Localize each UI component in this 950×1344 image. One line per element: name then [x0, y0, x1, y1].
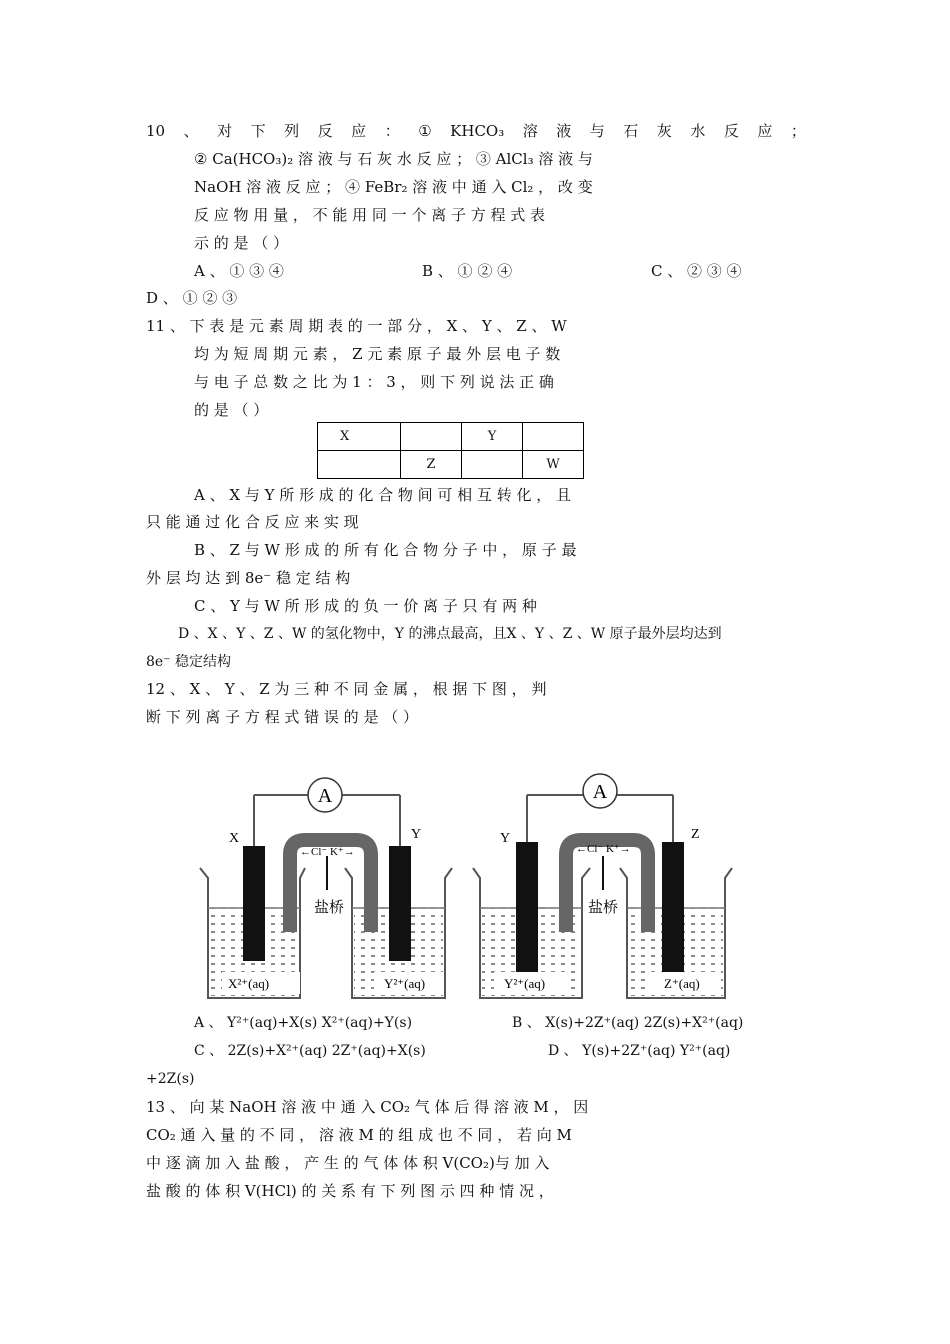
cell-1	[200, 778, 452, 998]
electrode-label-left: Y	[500, 831, 511, 846]
q11-line1: 11 、 下 表 是 元 素 周 期 表 的 一 部 分 ， X 、 Y 、 Z 、 W	[146, 317, 567, 335]
table-cell: Z	[401, 451, 462, 479]
q11-option-d-line1: D 、X 、Y 、Z 、W 的氢化物中，Y 的沸点最高，且X 、Y 、Z 、W 原子最外层均达到	[178, 626, 722, 642]
table-cell: X	[318, 423, 401, 451]
table-cell: W	[523, 451, 584, 479]
electrode-z	[662, 842, 684, 972]
q13-line2: CO₂ 通 入 量 的 不 同 ， 溶 液 M 的 组 成 也 不 同 ， 若 向 M	[146, 1126, 572, 1144]
ammeter-label: A	[592, 781, 608, 803]
q11-line4: 的 是 （ ）	[194, 401, 269, 419]
table-cell	[401, 423, 462, 451]
q11-option-b-line2: 外 层 均 达 到 8e⁻ 稳 定 结 构	[146, 569, 351, 587]
q12-option-a: A 、 Y²⁺(aq)+X(s) X²⁺(aq)+Y(s)	[194, 1015, 413, 1031]
table-cell: Y	[462, 423, 523, 451]
bridge-ions: ←Cl⁻ K⁺→	[300, 846, 355, 858]
q13-line1: 13 、 向 某 NaOH 溶 液 中 通 入 CO₂ 气 体 后 得 溶 液 M ， 因	[146, 1098, 589, 1116]
q13-line3: 中 逐 滴 加 入 盐 酸 ， 产 生 的 气 体 体 积 V(CO₂)与 加 入	[146, 1154, 550, 1172]
q10-line5: 示 的 是 （ ）	[194, 234, 289, 252]
q12-option-d-line2: +2Z(s)	[146, 1071, 195, 1087]
q12-line1: 12 、 X 、 Y 、 Z 为 三 种 不 同 金 属 ， 根 据 下 图 ， 判	[146, 680, 547, 698]
q12-option-c: C 、 2Z(s)+X²⁺(aq) 2Z⁺(aq)+X(s)	[194, 1043, 426, 1059]
q10-option-b: B 、 ① ② ④	[422, 262, 513, 280]
q11-option-a-line2: 只 能 通 过 化 合 反 应 来 实 现	[146, 513, 359, 531]
electrode-y	[516, 842, 538, 980]
q11-option-a-line1: A 、 X 与 Y 所 形 成 的 化 合 物 间 可 相 互 转 化 ， 且	[194, 486, 572, 504]
table-cell	[462, 451, 523, 479]
salt-bridge-label: 盐桥	[587, 900, 619, 916]
q11-line3: 与 电 子 总 数 之 比 为 1 ： 3 ， 则 下 列 说 法 正 确	[194, 373, 554, 391]
q10-line4: 反 应 物 用 量 ， 不 能 用 同 一 个 离 子 方 程 式 表	[194, 206, 546, 224]
q11-option-b-line1: B 、 Z 与 W 形 成 的 所 有 化 合 物 分 子 中 ， 原 子 最	[194, 541, 577, 559]
q10-line1: 10 、 对 下 列 反 应 ： ① KHCO₃ 溶 液 与 石 灰 水 反 应 ；	[146, 122, 806, 140]
q10-line3: NaOH 溶 液 反 应 ； ④ FeBr₂ 溶 液 中 通 入 Cl₂ ， 改 变	[194, 178, 593, 196]
q10-option-c: C 、 ② ③ ④	[651, 262, 742, 280]
left-solution-label: Y²⁺(aq)	[504, 976, 546, 991]
q10-line2: ② Ca(HCO₃)₂ 溶 液 与 石 灰 水 反 应 ； ③ AlCl₃ 溶 液 与	[194, 150, 593, 168]
galvanic-cells-diagram	[0, 760, 950, 1020]
q11-option-d-line2: 8e⁻ 稳定结构	[146, 654, 232, 670]
q10-option-a: A 、 ① ③ ④	[194, 262, 284, 280]
ammeter-label: A	[317, 785, 333, 807]
cell-2	[473, 774, 732, 998]
q12-line2: 断 下 列 离 子 方 程 式 错 误 的 是 （ ）	[146, 708, 418, 726]
right-solution-label: Y²⁺(aq)	[384, 976, 426, 991]
table-cell	[523, 423, 584, 451]
electrode-x	[243, 846, 265, 961]
q13-line4: 盐 酸 的 体 积 V(HCl) 的 关 系 有 下 列 图 示 四 种 情 况 ，	[146, 1182, 554, 1200]
q12-option-d-line1: D 、 Y(s)+2Z⁺(aq) Y²⁺(aq)	[548, 1043, 731, 1059]
q11-line2: 均 为 短 周 期 元 素 ， Z 元 素 原 子 最 外 层 电 子 数	[194, 345, 561, 363]
salt-bridge-label: 盐桥	[313, 900, 345, 916]
right-solution-label: Z⁺(aq)	[664, 976, 700, 991]
electrode-y	[389, 846, 411, 961]
q12-option-b: B 、 X(s)+2Z⁺(aq) 2Z(s)+X²⁺(aq)	[512, 1015, 744, 1031]
electrode-label-right: Z	[691, 827, 700, 842]
electrode-label-right: Y	[411, 827, 422, 842]
q11-option-c: C 、 Y 与 W 所 形 成 的 负 一 价 离 子 只 有 两 种	[194, 597, 537, 615]
q10-option-d: D 、 ① ② ③	[146, 289, 238, 307]
bridge-ions: ←Cl⁻ K⁺→	[576, 843, 631, 855]
table-row	[318, 423, 584, 451]
left-solution-label: X²⁺(aq)	[228, 976, 270, 991]
table-cell	[318, 451, 401, 479]
electrode-label-left: X	[229, 831, 240, 846]
table-row	[318, 451, 584, 479]
periodic-table-fragment	[317, 422, 584, 479]
